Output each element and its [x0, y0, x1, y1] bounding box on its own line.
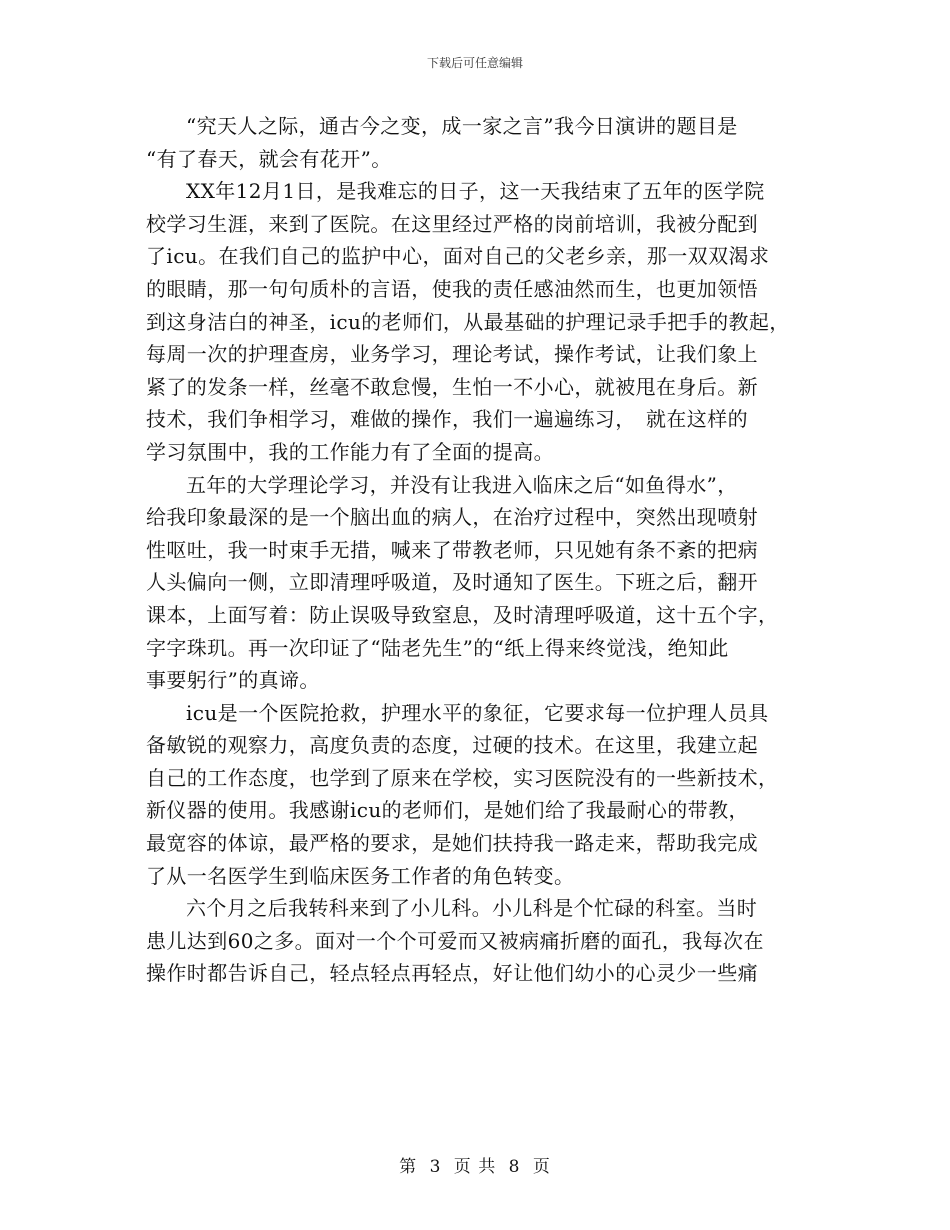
text-line: 到这身洁白的神圣，icu的老师们，从最基础的护理记录手把手的教起，	[146, 309, 790, 334]
text-line: 校学习生涯，来到了医院。在这里经过严格的岗前培训，我被分配到	[146, 211, 758, 236]
text-line: 性呕吐，我一时束手无措，喊来了带教老师，只见她有条不紊的把病	[146, 537, 758, 562]
text-line: 六个月之后我转科来到了小儿科。小儿科是个忙碌的科室。当时	[186, 896, 758, 921]
text-line: 患儿达到60之多。面对一个个可爱而又被病痛折磨的面孔，我每次在	[146, 928, 764, 953]
text-line: “究天人之际，通古今之变，成一家之言”我今日演讲的题目是	[186, 114, 738, 138]
footer-suffix: 页	[532, 1157, 551, 1177]
footer-prefix: 第	[399, 1157, 418, 1177]
text-line: 操作时都告诉自己，轻点轻点再轻点，好让他们幼小的心灵少一些痛	[146, 961, 758, 986]
text-line: 新仪器的使用。我感谢icu的老师们，是她们给了我最耐心的带教，	[146, 798, 749, 823]
footer-middle: 页 共	[453, 1157, 497, 1177]
text-line: 每周一次的护理查房，业务学习，理论考试，操作考试，让我们象上	[146, 342, 758, 367]
text-line: 事要躬行”的真谛。	[146, 668, 320, 693]
page-header: 下载后可任意编辑	[426, 56, 523, 70]
text-line: 了从一名医学生到临床医务工作者的角色转变。	[146, 863, 575, 888]
text-line: 自己的工作态度，也学到了原来在学校，实习医院没有的一些新技术，	[146, 765, 779, 790]
text-line: 学习氛围中，我的工作能力有了全面的提高。	[146, 439, 554, 464]
text-line: 了icu。在我们自己的监护中心，面对自己的父老乡亲，那一双双渴求	[146, 244, 770, 269]
text-line: 紧了的发条一样，丝毫不敢怠慢，生怕一不小心，就被甩在身后。新	[146, 374, 758, 399]
text-line: “有了春天，就会有花开”。	[146, 146, 392, 171]
text-line: 字字珠玑。再一次印证了“陆老先生”的“纸上得来终觉浅，绝知此	[146, 635, 729, 660]
text-line: 课本，上面写着：防止误吸导致窒息，及时清理呼吸道，这十五个字，	[146, 602, 779, 627]
text-line: 给我印象最深的是一个脑出血的病人，在治疗过程中，突然出现喷射	[146, 505, 758, 530]
text-line: 备敏锐的观察力，高度负责的态度，过硬的技术。在这里，我建立起	[146, 733, 758, 758]
text-line: icu是一个医院抢救，护理水平的象征，它要求每一位护理人员具	[186, 700, 769, 725]
page-footer	[0, 1152, 950, 1177]
text-line: XX年12月1日，是我难忘的日子，这一天我结束了五年的医学院	[186, 179, 765, 204]
footer-total-pages: 8	[508, 1157, 521, 1177]
text-line: 人头偏向一侧，立即清理呼吸道，及时通知了医生。下班之后，翻开	[146, 570, 758, 595]
text-line: 最宽容的体谅，最严格的要求，是她们扶持我一路走来，帮助我完成	[146, 831, 758, 856]
text-line: 技术，我们争相学习，难做的操作，我们一遍遍练习， 就在这样的	[146, 407, 748, 432]
document-body	[146, 110, 826, 990]
text-line: 五年的大学理论学习，并没有让我进入临床之后“如鱼得水”，	[186, 472, 738, 497]
text-line: 的眼睛，那一句句质朴的言语，使我的责任感油然而生，也更加领悟	[146, 276, 758, 301]
footer-page-number: 3	[429, 1157, 442, 1177]
